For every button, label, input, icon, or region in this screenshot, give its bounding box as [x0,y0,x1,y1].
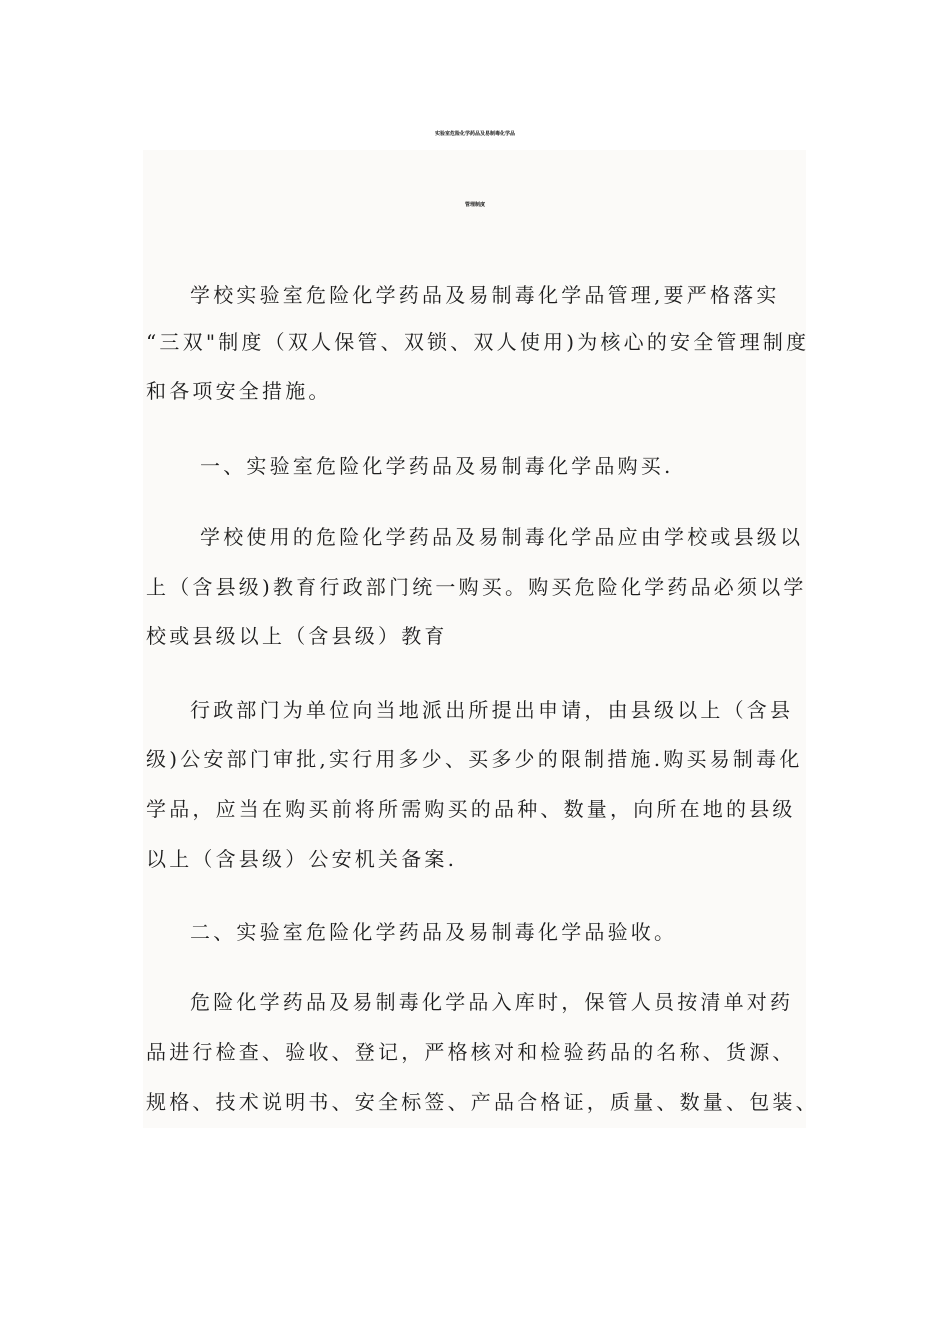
document-title-line-2: 管理制度 [464,202,485,208]
paragraph-1-line-3: 和各项安全措施。 [146,379,332,403]
paragraph-6-line-3: 规格、技术说明书、安全标签、产品合格证，质量、数量、包装、 [146,1090,819,1114]
paragraph-4-line-4: 以上（含县级）公安机关备案. [146,847,458,871]
paragraph-4-line-1: 行政部门为单位向当地派出所提出申请，由县级以上（含县 [190,698,794,722]
paragraph-6-line-1: 危险化学药品及易制毒化学品入库时，保管人员按清单对药 [190,990,794,1014]
paragraph-4-line-2: 级)公安部门审批,实行用多少、买多少的限制措施.购买易制毒化 [146,747,803,771]
paragraph-6-line-2: 品进行检查、验收、登记，严格核对和检验药品的名称、货源、 [146,1040,796,1064]
paragraph-3-line-3: 校或县级以上（含县级）教育 [146,624,448,648]
paragraph-1-line-1: 学校实验室危险化学药品及易制毒化学品管理,要严格落实 [190,283,780,307]
paragraph-4-line-3: 学品，应当在购买前将所需购买的品种、数量，向所在地的县级 [146,797,796,821]
paragraph-1-line-2: “三双"制度（双人保管、双锁、双人使用)为核心的安全管理制度 [146,330,810,354]
document-title-line-1: 实验室危险化学药品及易制毒化学品 [434,131,515,137]
paragraph-3-line-1: 学校使用的危险化学药品及易制毒化学品应由学校或县级以 [200,525,804,549]
section-1-heading: 一、实验室危险化学药品及易制毒化学品购买. [200,454,674,478]
paragraph-3-line-2: 上（含县级)教育行政部门统一购买。购买危险化学药品必须以学 [146,575,807,599]
section-2-heading: 二、实验室危险化学药品及易制毒化学品验收。 [190,920,678,944]
